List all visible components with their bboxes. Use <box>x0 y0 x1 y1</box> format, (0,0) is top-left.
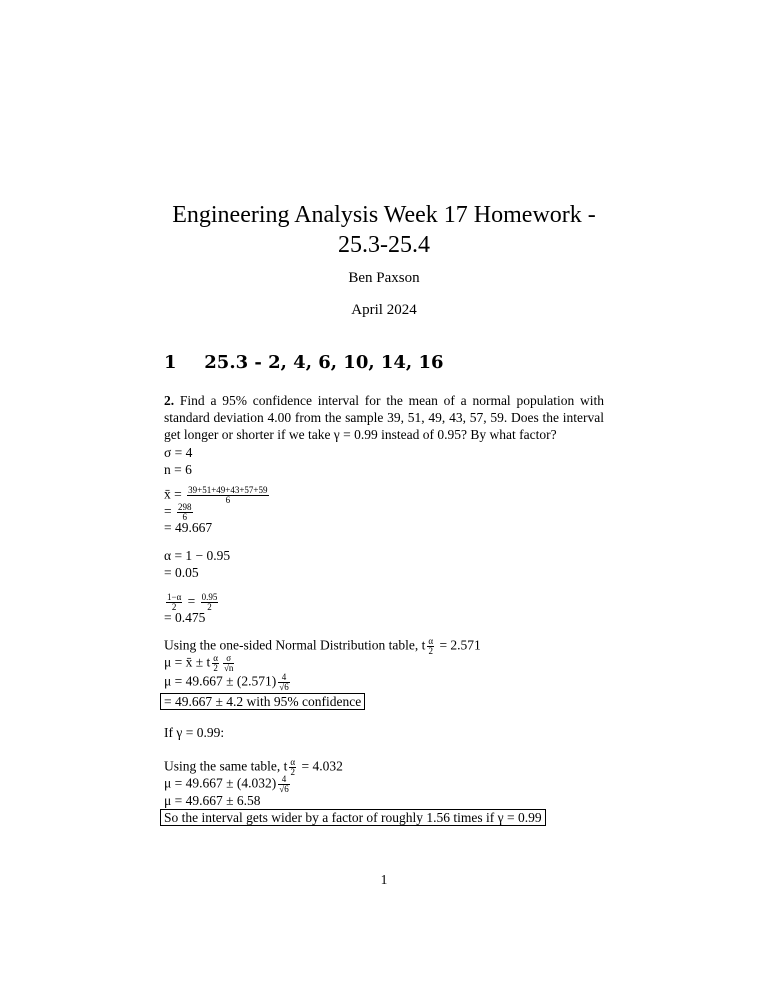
xbar-fraction: $\frac{39+51+49+43+57+59}{6}$ <box>188 485 268 505</box>
title-line-1: Engineering Analysis Week 17 Homework - <box>172 202 596 228</box>
author: Ben Paxson <box>348 270 420 286</box>
table-line-2: Using the same table, t $\frac{\alpha}{2}$ = 4.032 <box>164 757 343 777</box>
alpha-line: α = 1 − 0.95 <box>164 548 231 563</box>
problem-statement <box>164 392 604 443</box>
conclusion: So the interval gets wider by a factor of roughly 1.56 times if γ = 0.99 <box>164 810 546 826</box>
table-line-1: Using the one-sided Normal Distribution table, t $\frac{\alpha}{2}$ = 2.571 <box>164 636 481 656</box>
mu-computation-2: μ = 49.667 ± (4.032) $\frac{4}{√6}$ <box>164 774 289 794</box>
sigma-line: σ = 4 <box>164 445 193 460</box>
xbar-line: x̄ = $\frac{39+51+49+43+57+59}{6}$ <box>164 485 268 505</box>
xbar-value: = 49.667 <box>164 520 213 535</box>
n-line: n = 6 <box>164 462 192 477</box>
date: April 2024 <box>351 302 417 318</box>
sum-line: = $\frac{298}{6}$ <box>164 502 192 522</box>
problem-text: Find a 95% confidence interval for the mean of a normal population with standard deviation 4.00 from the sample 39, 51, 49, 43, 57, 59. Does the interval get longer or shorter if we take γ = 0.99 instead of 0.95? By what factor? <box>164 393 605 442</box>
half-alpha-value: = 0.475 <box>164 610 206 625</box>
section-number: 1 <box>164 352 177 373</box>
alpha-value: = 0.05 <box>164 565 199 580</box>
title-line-2: 25.3-25.4 <box>338 232 430 258</box>
mu-computation-1: μ = 49.667 ± (2.571) $\frac{4}{√6}$ <box>164 672 289 692</box>
mu-computation-3: μ = 49.667 ± 6.58 <box>164 793 261 808</box>
section-title: 25.3 - 2, 4, 6, 10, 14, 16 <box>204 352 444 373</box>
document-title <box>0 200 768 260</box>
page-number: 1 <box>380 872 388 887</box>
sum-fraction: $\frac{298}{6}$ <box>178 502 192 522</box>
section-heading <box>164 352 444 373</box>
half-alpha-line: $\frac{1-\alpha}{2}$ = $\frac{0.95}{2}$ <box>167 592 218 612</box>
problem-label: 2. <box>164 393 175 408</box>
mu-formula: μ = x̄ ± t $\frac{\alpha}{2}$ $\frac{\sigma}{√n}$ <box>164 653 234 673</box>
gamma-line: If γ = 0.99: <box>164 725 225 740</box>
result-95: = 49.667 ± 4.2 with 95% confidence <box>164 694 365 710</box>
